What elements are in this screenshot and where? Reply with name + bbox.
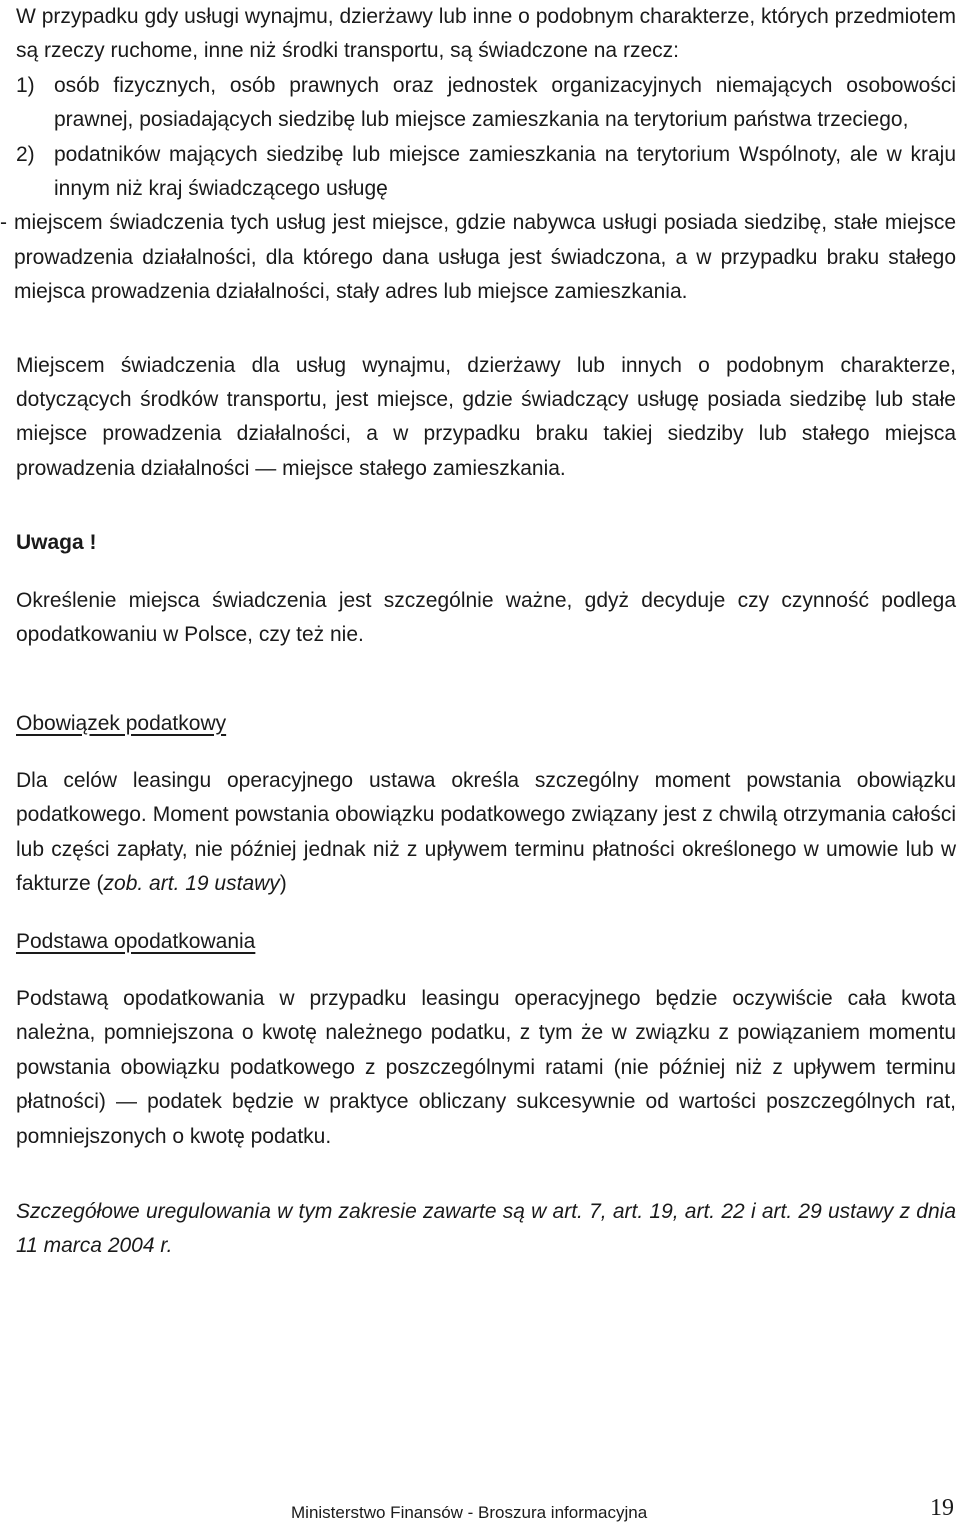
recipient-list — [16, 69, 956, 207]
intro-paragraph: W przypadku gdy usługi wynajmu, dzierżawy lub inne o podobnym charakterze, których przedmiotem są rzeczy ruchome, inne niż środki transportu, są świadczone na rzecz: — [16, 5, 956, 63]
list-number: 2) — [16, 142, 35, 166]
obowiazek-text-main: Dla celów leasingu operacyjnego ustawa określa szczególny moment powstania obowiązku podatkowego. Moment powstania obowiązku podatkowego związany jest z chwilą otrzymania całości lub części zapłaty, nie później jednak niż z upływem terminu płatności określonego w umowie lub w fakturze ( — [16, 768, 956, 896]
list-number: 1) — [16, 73, 35, 97]
obowiazek-heading: Obowiązek podatkowy — [16, 711, 227, 735]
list-item-text: podatników mających siedzibę lub miejsce zamieszkania na terytorium Wspólnoty, ale w kraju innym niż kraj świadczącego usługę — [54, 142, 956, 201]
podstawa-heading: Podstawa opodatkowania — [16, 929, 256, 953]
place-of-supply-text: miejscem świadczenia tych usług jest miejsce, gdzie nabywca usługi posiada siedzibę, stałe miejsce prowadzenia działalności, dla którego dana usługa jest świadczona, a w przypadku braku stałego miejsca prowadzenia działalności, stały adres lub miejsce zamieszkania. — [14, 211, 956, 304]
transport-paragraph: Miejscem świadczenia dla usług wynajmu, dzierżawy lub innych o podobnym charakterze, dotyczących środków transportu, jest miejsce, gdzie świadczący usługę posiada siedzibę lub stałe miejsce prowadzenia działalności, a w przypadku braku takiej siedziby lub stałego miejsca prowadzenia działalności — miejsce stałego zamieszkania. — [16, 353, 956, 480]
obowiazek-text — [16, 764, 956, 902]
page-footer — [0, 1490, 960, 1524]
uwaga-heading: Uwaga ! — [16, 531, 97, 555]
list-item — [16, 138, 956, 207]
page-number: 19 — [930, 1495, 954, 1521]
obowiazek-reference: zob. art. 19 ustawy — [103, 872, 280, 896]
obowiazek-text-end: ) — [279, 872, 287, 896]
uwaga-text: Określenie miejsca świadczenia jest szczególnie ważne, gdyż decyduje czy czynność podlega opodatkowaniu w Polsce, czy też nie. — [16, 588, 956, 647]
podstawa-text: Podstawą opodatkowania w przypadku leasingu operacyjnego będzie oczywiście cała kwota należna, pomniejszona o kwotę należnego podatku, z tym że w związku z powiązaniem momentu powstania obowiązku podatkowego z poszczególnymi ratami (nie później niż z upływem terminu płatności) — podatek będzie w praktyce obliczany sukcesywnie od wartości poszczególnych rat, pomniejszonych o kwotę podatku. — [16, 986, 956, 1148]
list-item-text: osób fizycznych, osób prawnych oraz jednostek organizacyjnych niemających osobowości prawnej, posiadających siedzibę lub miejsce zamieszkania na terytorium państwa trzeciego, — [54, 73, 956, 132]
list-item — [16, 69, 956, 138]
place-of-supply-rule — [0, 206, 956, 309]
legal-note: Szczegółowe uregulowania w tym zakresie zawarte są w art. 7, art. 19, art. 22 i art. 29 ustawy z dnia 11 marca 2004 r. — [16, 1199, 956, 1258]
footer-title: Ministerstwo Finansów - Broszura informacyjna — [291, 1503, 648, 1522]
dash-marker: - — [0, 211, 7, 235]
